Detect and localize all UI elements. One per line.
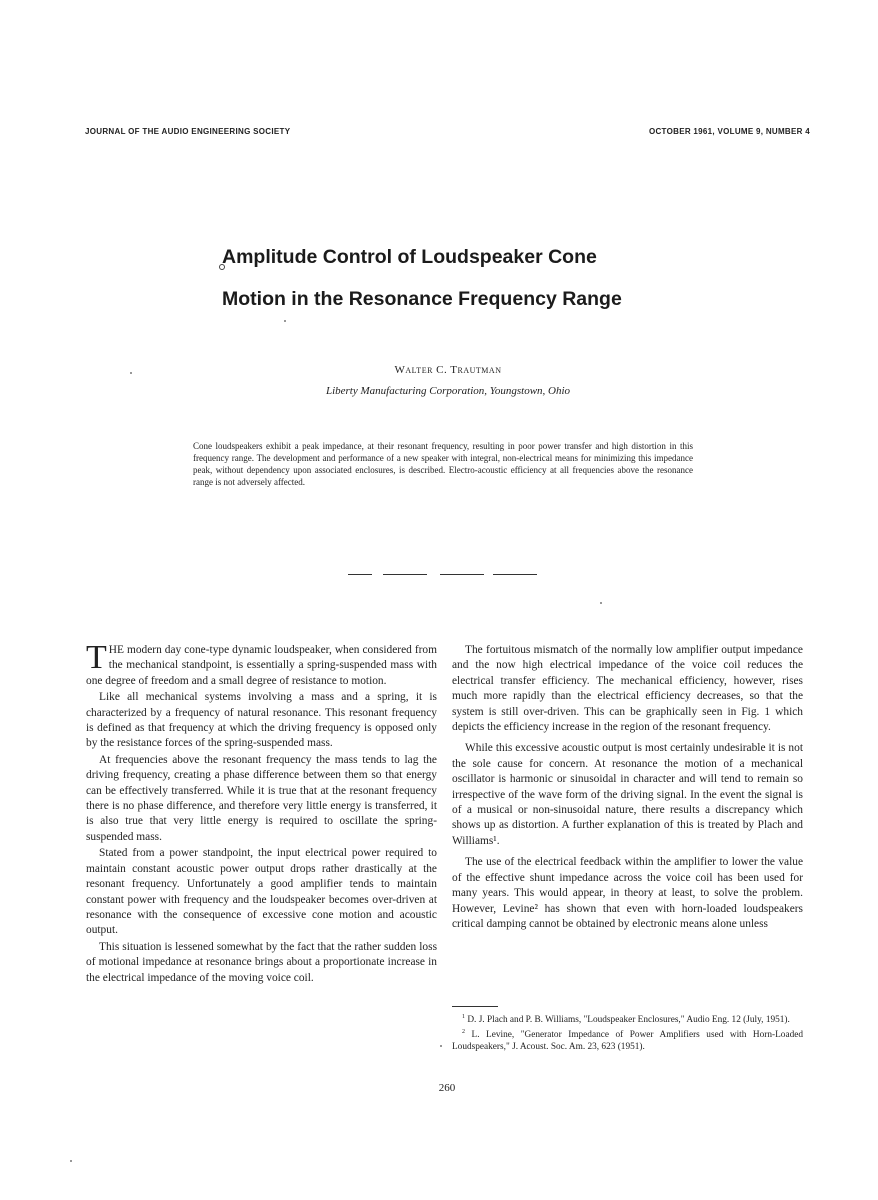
author-affiliation: Liberty Manufacturing Corporation, Youngstown, Ohio <box>325 385 571 397</box>
author-name: Walter C. Trautman <box>394 364 502 376</box>
section-divider <box>440 574 484 575</box>
running-header-issue: OCTOBER 1961, VOLUME 9, NUMBER 4 <box>648 127 810 136</box>
paragraph: This situation is lessened somewhat by the fact that the rather sudden loss of motional impedance at resonance brings about a proportionate increase in the electrical impedance of the moving voice coil. <box>86 940 437 984</box>
footnote: $^1$ D. J. Plach and P. B. Williams, "Loudspeaker Enclosures," Audio Eng. 12 (July, 1951). <box>462 1014 790 1026</box>
paragraph: While this excessive acoustic output is most certainly undesirable it is not the sole cause for concern. At resonance the motion of a mechanical oscillator is harmonic or sinusoidal in character and will tend to remain so irrespective of the wave form of the driving signal. In the event the signal is of a musical or non-sinusoidal nature, there results a discrepancy which shows up as distortion. A further explanation of this is treated by Plach and Williams¹. <box>452 742 803 847</box>
footnote-rule <box>452 1006 498 1007</box>
body-column-left <box>86 639 437 987</box>
article-title-line-2: Motion in the Resonance Frequency Range <box>222 288 622 310</box>
paragraph: The fortuitous mismatch of the normally low amplifier output impedance and the now high electrical impedance of the voice coil reduces the electrical transfer efficiency. The mechanical efficiency, however, rises much more rapidly than the electrical efficiency decreases, so that the system is still over-driven. This can be graphically seen in Fig. 1 which depicts the efficiency increase in the region of the resonant frequency. <box>452 644 803 734</box>
body-column-right <box>452 643 803 938</box>
footnote: $^2$ L. Levine, "Generator Impedance of Power Amplifiers used with Horn-Loaded Loudspeakers," J. Acoust. Soc. Am. 23, 623 (1951). <box>452 1029 803 1053</box>
running-header-journal: JOURNAL OF THE AUDIO ENGINEERING SOCIETY <box>85 127 291 136</box>
section-divider <box>348 574 372 575</box>
print-speck-icon <box>284 320 286 322</box>
print-speck-icon <box>70 1160 72 1162</box>
paragraph: Stated from a power standpoint, the input electrical power required to maintain constant acoustic power output drops rather drastically at the resonant frequency. Unfortunately a good amplifier tends to maintain constant power with frequency and the loudspeaker becomes over-driven at resonance with the consequence of excessive cone motion and acoustic output. <box>86 847 437 937</box>
paragraph: The use of the electrical feedback within the amplifier to lower the value of the effective shunt impedance across the voice coil has been used for many years. This would appear, in theory at least, to solve the problem. However, Levine² has shown that even with horn-loaded loudspeakers critical damping cannot be obtained by electronic means alone unless <box>452 856 803 930</box>
print-speck-icon <box>440 1045 442 1047</box>
footnotes <box>452 1011 803 1053</box>
drop-cap: T <box>86 639 107 676</box>
paragraph: THE modern day cone-type dynamic loudspeaker, when considered from the mechanical standpoint, is essentially a spring-suspended mass with one degree of freedom and a small degree of resistance to motion. <box>86 639 437 687</box>
print-speck-icon <box>600 602 602 604</box>
print-speck-icon <box>130 372 132 374</box>
page-number: 260 <box>438 1082 456 1094</box>
article-title <box>222 236 742 320</box>
section-divider <box>493 574 537 575</box>
article-title-line-1: Amplitude Control of Loudspeaker Cone <box>222 246 597 268</box>
section-divider <box>383 574 427 575</box>
paragraph: Like all mechanical systems involving a mass and a spring, it is characterized by a frequency of natural resonance. This resonant frequency is defined as that frequency at which the driving frequency is opposed only by the resistance forces of the spring-suspended mass. <box>86 691 437 750</box>
abstract: Cone loudspeakers exhibit a peak impedance, at their resonant frequency, resulting in poor power transfer and high distortion in this frequency range. The development and performance of a new speaker with integral, non-electrical means for minimizing this impedance peak, without dependency upon associated enclosures, is described. Electro-acoustic efficiency at all frequencies above the resonance range is not adversely affected. <box>193 441 693 487</box>
paragraph: At frequencies above the resonant frequency the mass tends to lag the driving frequency, creating a phase difference between them so that energy can be effectively transferred. While it is true that at the resonant frequency there is no phase difference, and therefore very little energy is transferred, it is also true that very little energy is required to oscillate the spring-suspended mass. <box>86 753 437 843</box>
